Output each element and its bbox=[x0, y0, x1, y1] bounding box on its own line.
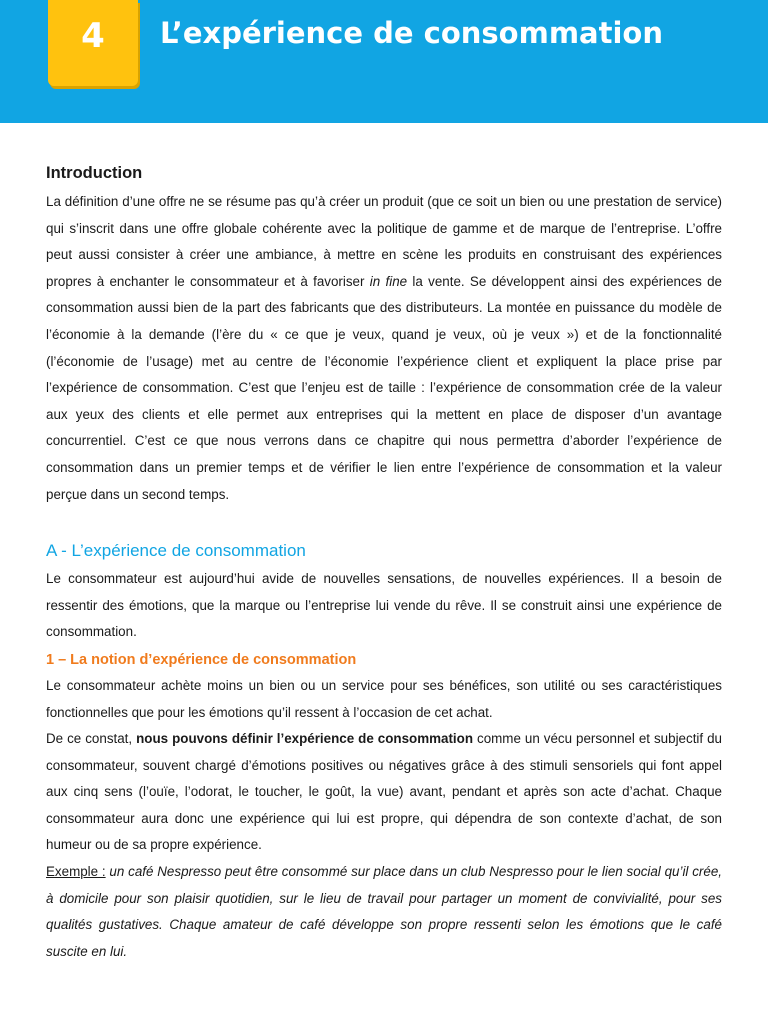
definition-lead-in: De ce constat, bbox=[46, 731, 137, 747]
subsection-1-paragraph-1: Le consommateur achète moins un bien ou un service pour ses bénéfices, son utilité ou ses caractéristiques fonctionnelles que pour les émotions qu’il ressent à l’occasion de cet achat. bbox=[46, 677, 722, 720]
introduction-text-part-1: La définition d’une offre ne se résume pas qu’à créer un produit (que ce soit un bien ou une prestation de service) qui s’inscrit dans une offre globale cohérente avec la politique de gamme et de marque de l’entreprise. L’offre peut aussi consister à créer une ambiance, à mettre en scène les produits en construisant des expériences propres à enchanter le consommateur et à favoriser bbox=[46, 194, 722, 289]
subsection-1-paragraph-2 bbox=[46, 726, 722, 859]
chapter-header bbox=[0, 0, 768, 123]
introduction-heading: Introduction bbox=[46, 164, 143, 182]
subsection-1-heading: 1 – La notion d’expérience de consommation bbox=[46, 651, 357, 668]
chapter-title: L’expérience de consommation bbox=[160, 16, 663, 50]
chapter-number-badge bbox=[48, 0, 138, 86]
example-paragraph bbox=[46, 859, 722, 965]
section-a-heading: A - L’expérience de consommation bbox=[46, 541, 306, 561]
introduction-italic-term: in fine bbox=[369, 273, 408, 289]
section-a-paragraph: Le consommateur est aujourd’hui avide de nouvelles sensations, de nouvelles expériences. Il a besoin de ressentir des émotions, que la marque ou l’entreprise lui vende du rêve. Il se construit ainsi une expérience de consommation. bbox=[46, 571, 722, 640]
chapter-number: 4 bbox=[81, 16, 105, 56]
example-text: un café Nespresso peut être consommé sur place dans un club Nespresso pour le lien social qu’il crée, à domicile pour son plaisir quotidien, sur le lieu de travail pour partager un moment de convivialité, pour ses qualités gustatives. Chaque amateur de café développe son propre ressenti selon les émotions que le café suscite en lui. bbox=[46, 864, 722, 959]
definition-text: comme un vécu personnel et subjectif du consommateur, souvent chargé d’émotions positives ou négatives grâce à des stimuli sensoriels qui font appel aux cinq sens (l’ouïe, l’odorat, le toucher, le goût, la vue) avant, pendant et après son acte d’achat. Chaque consommateur aura donc une expérience qui lui est propre, qui dépendra de son contexte d’achat, de son humeur ou de sa propre expérience. bbox=[46, 731, 722, 853]
example-label: Exemple : bbox=[46, 864, 106, 880]
definition-bold-phrase: nous pouvons définir l’expérience de consommation bbox=[136, 731, 474, 747]
introduction-text-part-2: la vente. Se développent ainsi des expériences de consommation aussi bien de la part des fabricants que des distributeurs. La montée en puissance du modèle de l’économie à la demande (l’ère du « ce que je veux, quand je veux, où je veux ») et de la fonctionnalité (l’économie de l’usage) met au centre de l’économie l’expérience client et expliquent la place prise par l’expérience de consommation. C’est que l’enjeu est de taille : l’expérience de consommation crée de la valeur aux yeux des clients et elle permet aux entreprises qui la mettent en place de disposer d’un avantage concurrentiel. C’est ce que nous verrons dans ce chapitre qui nous permettra d’aborder l’expérience de consommation dans un premier temps et de vérifier le lien entre l’expérience de consommation et la valeur perçue dans un second temps. bbox=[46, 273, 723, 502]
introduction-paragraph bbox=[46, 189, 722, 508]
page-content bbox=[46, 160, 722, 965]
